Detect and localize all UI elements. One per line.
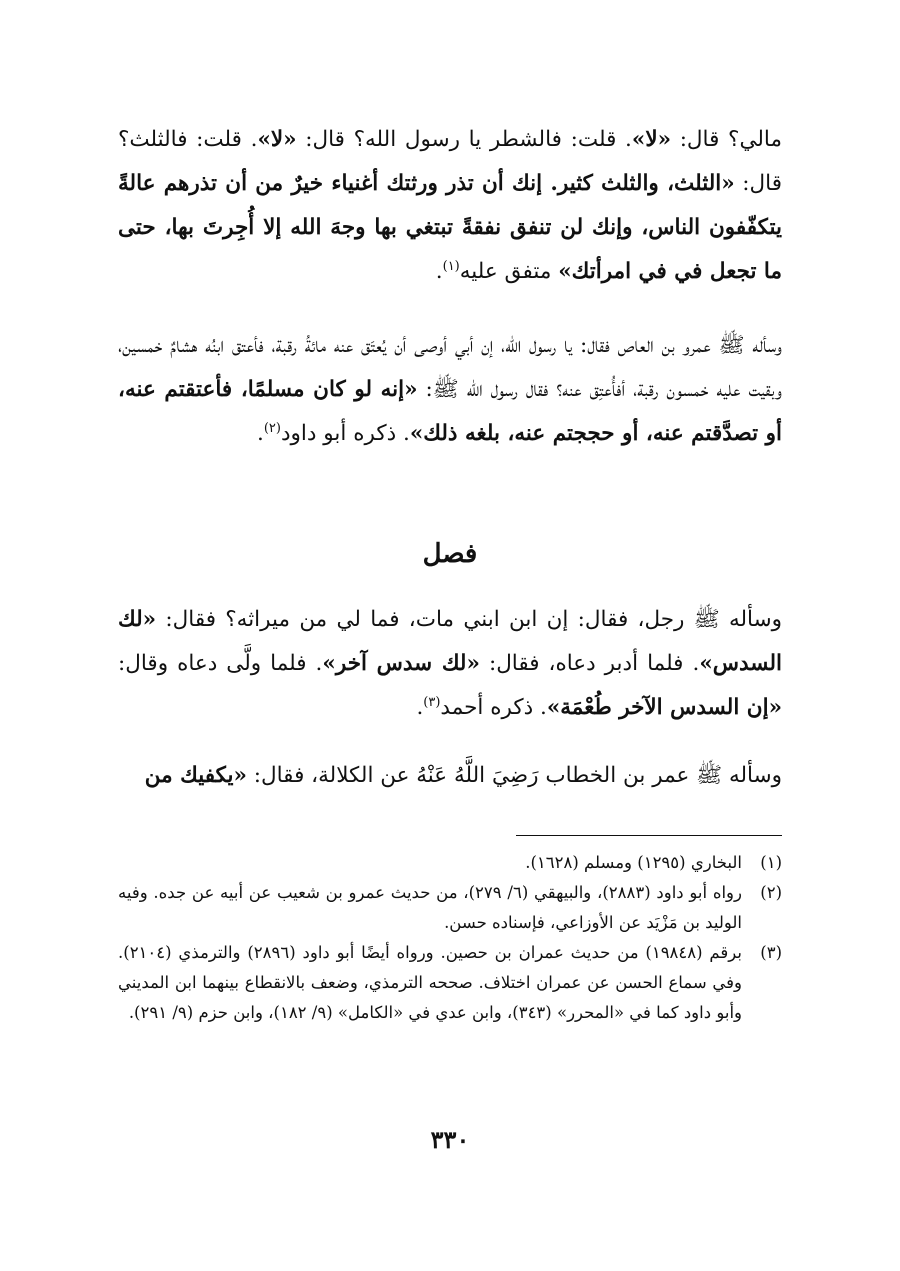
footnote-number: (٢) bbox=[760, 883, 782, 902]
paragraph-4 bbox=[118, 754, 782, 798]
text: متفق عليه bbox=[459, 259, 559, 284]
footnotes bbox=[118, 848, 782, 1028]
text: . bbox=[256, 421, 264, 446]
page-number: ٣٣٠ bbox=[430, 1125, 470, 1154]
footnote-number: (١) bbox=[760, 853, 782, 872]
footnote-number: (٣) bbox=[760, 943, 782, 962]
text: . bbox=[435, 259, 443, 284]
footnote-1 bbox=[118, 848, 782, 878]
text: وسأله ﷺ رجل، فقال: إن ابن ابني مات، فما لي من ميراثه؟ فقال: bbox=[156, 607, 782, 632]
hadith-quote: «لا» bbox=[631, 127, 672, 152]
hadith-quote: «لك السدس» bbox=[118, 607, 782, 676]
footnote-text: رواه أبو داود (٢٨٨٣)، والبيهقي (٦/ ٢٧٩)، من حديث عمرو بن شعيب عن أبيه عن جده. وفيه الوليد بن مَزْيَد عن الأوزاعي، فإسناده حسن. bbox=[118, 883, 742, 932]
hadith-quote: «لا» bbox=[257, 127, 297, 152]
text: . ذكره أحمد bbox=[440, 695, 547, 720]
text: وسأله ﷺ عمرو بن العاص فقال: يا رسول الله، إن أبي أوصى أن يُعتَق عنه مائةُ رقبة، فأعتق ابنُه هشامٌ خمسين، وبقيت عليه خمسون رقبة، أفأُعتِق عنه؟ فقال رسول الله ﷺ: bbox=[118, 333, 782, 402]
paragraph-1 bbox=[118, 118, 782, 294]
text: . قلت: فالثلث؟ قال: bbox=[118, 127, 782, 196]
text: . فلما أدبر دعاه، فقال: bbox=[479, 651, 700, 676]
text: وسأله ﷺ عمر بن الخطاب رَضِيَ اللَّهُ عَنْهُ عن الكلالة، فقال: bbox=[246, 763, 782, 788]
hadith-quote: «إنه لو كان مسلمًا، فأعتقتم عنه، أو تصدَّقتم عنه، أو حججتم عنه، بلغه ذلك» bbox=[118, 377, 782, 446]
footnote-2 bbox=[118, 878, 782, 938]
text: . ذكره أبو داود bbox=[280, 421, 410, 446]
hadith-quote: «الثلث، والثلث كثير. إنك أن تذر ورثتك أغنياء خيرٌ من أن تذرهم عالةً يتكفّفون الناس، وإنك لن تنفق نفقةً تبتغي بها وجهَ الله إلا أُجِرتَ بها، حتى ما تجعل في في امرأتك» bbox=[118, 171, 782, 284]
footnote-3 bbox=[118, 938, 782, 1028]
paragraph-2 bbox=[118, 324, 782, 500]
footnote-separator bbox=[516, 835, 782, 836]
footnote-ref: (١) bbox=[442, 258, 460, 274]
footnote-ref: (٢) bbox=[263, 420, 281, 436]
paragraph-3 bbox=[118, 598, 782, 730]
section-heading: فصل bbox=[422, 539, 478, 569]
footnote-text: البخاري (١٢٩٥) ومسلم (١٦٢٨). bbox=[525, 853, 742, 872]
hadith-quote: «يكفيك من bbox=[144, 763, 247, 788]
text: . فلما ولَّى دعاه وقال: bbox=[118, 651, 323, 676]
text: . قلت: فالشطر يا رسول الله؟ قال: bbox=[296, 127, 632, 152]
footnote-text: برقم (١٩٨٤٨) من حديث عمران بن حصين. ورواه أيضًا أبو داود (٢٨٩٦) والترمذي (٢١٠٤). وفي سماع الحسن عن عمران اختلاف. صححه الترمذي، وضعف بالانقطاع بينهما ابن المديني وأبو داود كما في «المحرر» (٣٤٣)، وابن عدي في «الكامل» (٩/ ١٨٢)، وابن حزم (٩/ ٢٩١). bbox=[118, 943, 742, 1022]
hadith-quote: «إن السدس الآخر طُعْمَة» bbox=[546, 695, 782, 720]
footnote-ref: (٣) bbox=[423, 694, 441, 710]
text: . bbox=[416, 695, 424, 720]
text: مالي؟ قال: bbox=[671, 127, 783, 152]
hadith-quote: «لك سدس آخر» bbox=[322, 651, 480, 676]
